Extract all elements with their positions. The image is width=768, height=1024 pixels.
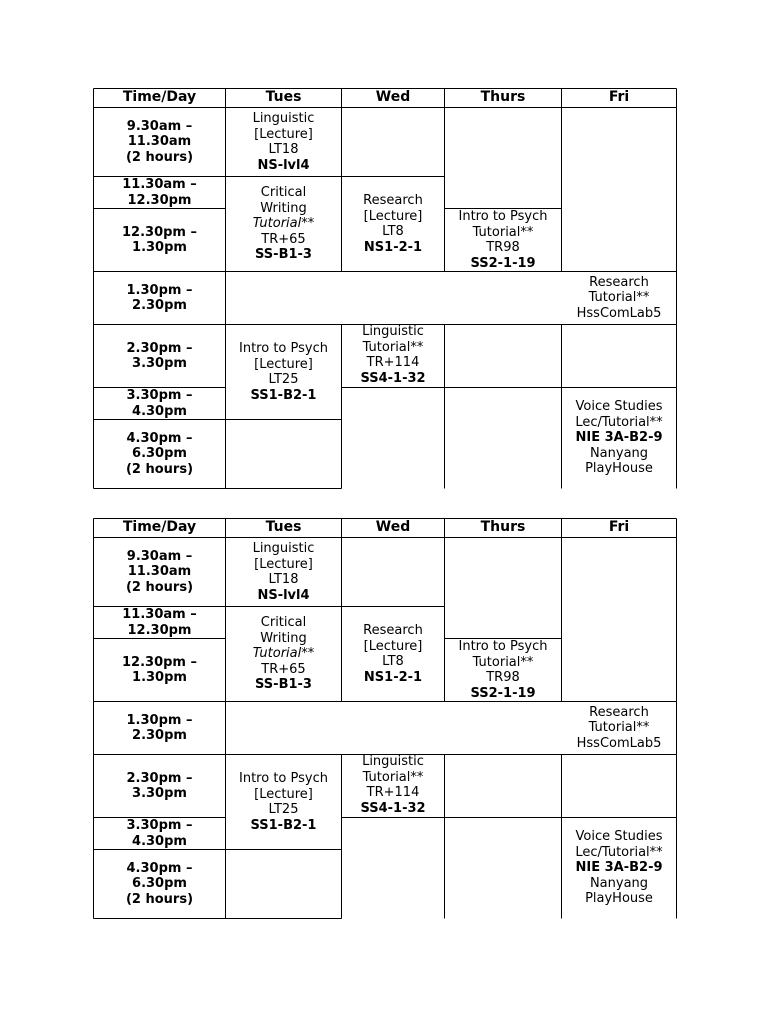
- class-wed-research-lecture: Research [Lecture] LT8 NS1-2-1: [363, 623, 423, 685]
- header-tues: Tues: [265, 89, 302, 106]
- header-wed: Wed: [375, 519, 411, 536]
- time-slot-6: 3.30pm – 4.30pm: [126, 818, 193, 849]
- class-tue-linguistic-lecture: Linguistic [Lecture] LT18 NS-lvl4: [252, 111, 315, 173]
- time-slot-1: 9.30am – 11.30am (2 hours): [125, 118, 194, 165]
- time-slot-7: 4.30pm – 6.30pm (2 hours): [125, 860, 194, 907]
- time-slot-5: 2.30pm – 3.30pm: [126, 770, 193, 801]
- class-tue-psych-lecture: Intro to Psych [Lecture] LT25 SS1-B2-1: [239, 341, 328, 403]
- header-thurs: Thurs: [480, 89, 526, 106]
- time-slot-4: 1.30pm – 2.30pm: [126, 282, 193, 313]
- time-slot-1: 9.30am – 11.30am (2 hours): [125, 548, 194, 595]
- class-fri-voice-studies: Voice Studies Lec/Tutorial** NIE 3A-B2-9 Nanyang PlayHouse: [575, 829, 663, 907]
- class-wed-linguistic-tutorial: Linguistic Tutorial** TR+114 SS4-1-32: [360, 754, 426, 816]
- time-slot-3: 12.30pm – 1.30pm: [122, 654, 197, 685]
- time-slot-5: 2.30pm – 3.30pm: [126, 340, 193, 371]
- class-wed-linguistic-tutorial: Linguistic Tutorial** TR+114 SS4-1-32: [360, 324, 426, 386]
- timetable-1: [0, 87, 768, 507]
- header-time-day: Time/Day: [122, 89, 197, 106]
- class-fri-voice-studies: Voice Studies Lec/Tutorial** NIE 3A-B2-9 Nanyang PlayHouse: [575, 399, 663, 477]
- header-thurs: Thurs: [480, 519, 526, 536]
- class-tue-critical-writing: Critical Writing Tutorial** TR+65 SS-B1-3: [252, 185, 315, 263]
- time-slot-2: 11.30am – 12.30pm: [122, 607, 197, 638]
- time-slot-7: 4.30pm – 6.30pm (2 hours): [125, 430, 194, 477]
- class-wed-research-lecture: Research [Lecture] LT8 NS1-2-1: [363, 193, 423, 255]
- class-tue-critical-writing: Critical Writing Tutorial** TR+65 SS-B1-3: [252, 615, 315, 693]
- header-wed: Wed: [375, 89, 411, 106]
- timetable-2: [0, 517, 768, 937]
- class-tue-linguistic-lecture: Linguistic [Lecture] LT18 NS-lvl4: [252, 541, 315, 603]
- class-thu-psych-tutorial: Intro to Psych Tutorial** TR98 SS2-1-19: [458, 639, 548, 701]
- class-fri-research-tutorial: Research Tutorial** HssComLab5: [576, 704, 662, 751]
- time-slot-3: 12.30pm – 1.30pm: [122, 224, 197, 255]
- class-tue-psych-lecture: Intro to Psych [Lecture] LT25 SS1-B2-1: [239, 771, 328, 833]
- time-slot-6: 3.30pm – 4.30pm: [126, 388, 193, 419]
- time-slot-2: 11.30am – 12.30pm: [122, 177, 197, 208]
- time-slot-4: 1.30pm – 2.30pm: [126, 712, 193, 743]
- header-fri: Fri: [608, 89, 630, 106]
- class-thu-psych-tutorial: Intro to Psych Tutorial** TR98 SS2-1-19: [458, 209, 548, 271]
- header-tues: Tues: [265, 519, 302, 536]
- header-fri: Fri: [608, 519, 630, 536]
- class-fri-research-tutorial: Research Tutorial** HssComLab5: [576, 274, 662, 321]
- header-time-day: Time/Day: [122, 519, 197, 536]
